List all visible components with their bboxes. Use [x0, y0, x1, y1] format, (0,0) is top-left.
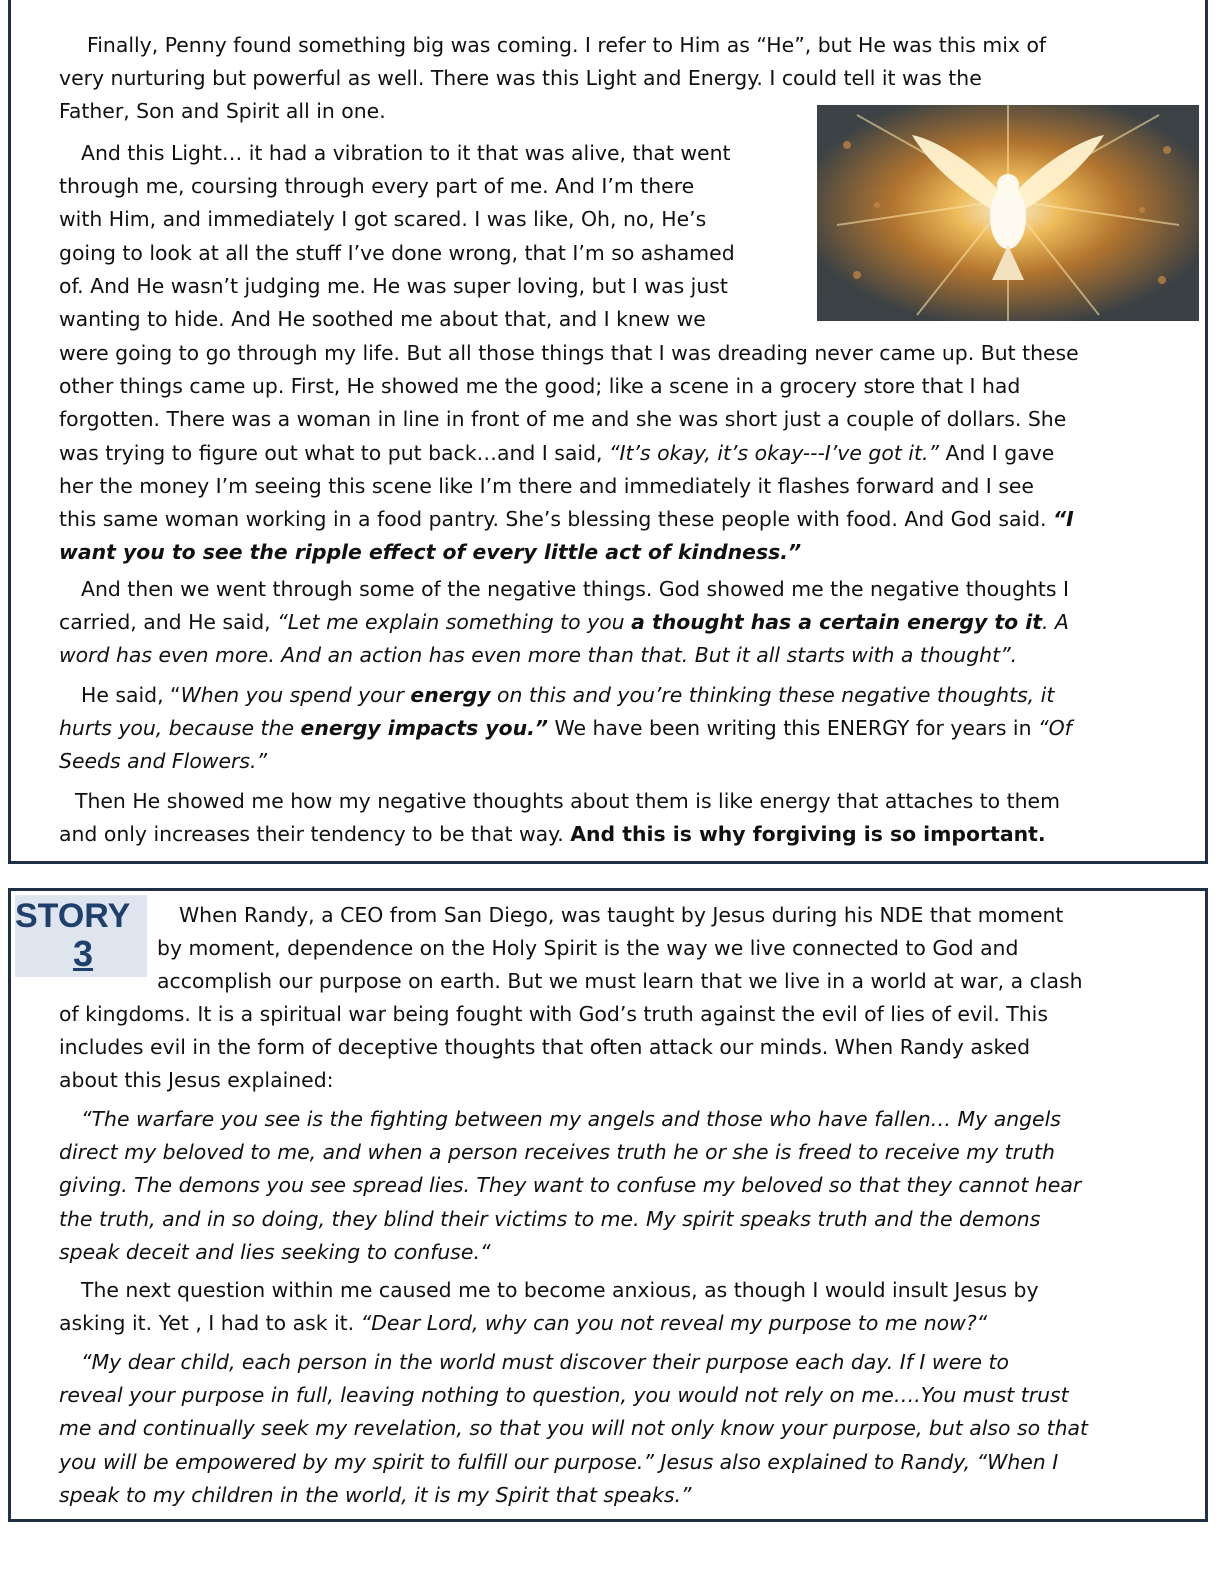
story-badge [15, 895, 147, 977]
quote-warfare: “The warfare you see is the fighting between my angels and those who have fallen… My angels direct my beloved to me, and when a person receives truth he or she is freed to receive my truth giving. The demons you see spread lies. They want to confuse my beloved so that they cannot hear the truth, and in so doing, they blind their victims to me. My spirit speaks truth and the demons speak deceit and lies seeking to confuse.“ [59, 1107, 1082, 1264]
quote-my-dear-child: “My dear child, each person in the world must discover their purpose each day. If I were to reveal your purpose in full, leaving nothing to question, you would not rely on me….You must trust me and continually seek my revelation, so that you will not only know your purpose, but also so that you will be empowered by my spirit to fulfill our purpose.” Jesus also explained to Randy, “When I speak to my children in the world, it is my Spirit that speaks.” [59, 1350, 1088, 1507]
story-2-panel [8, 0, 1208, 864]
paragraph-penny-intro: Finally, Penny found something big was coming. I refer to Him as “He”, but He was this mix of very nurturing but powerful as well. There was this Light and Energy. I could tell it was the Father, Son and Spirit all in one. [59, 33, 1047, 124]
quote-ripple-effect: “I want you to see the ripple effect of every little act of kindness.” [59, 507, 1074, 565]
thought-energy-emphasis: a thought has a certain energy to it [631, 610, 1042, 635]
paragraph-light-vibration: And this Light… it had a vibration to it that was alive, that went through me, coursing through every part of me. And I’m there with Him, and immediately I got scared. I was like, Oh, no, He’s going to look at all the stuff I’ve done wrong, that I’m so ashamed of. And He wasn’t judging me. He was super loving, but I was just wanting to hide. And He soothed me about that, and I knew we [59, 141, 735, 332]
paragraph-life-review: were going to go through my life. But all those things that I was dreading never came up. But these other things came up. First, He showed me the good; like a scene in a grocery store that I had forgotten. There was a woman in line in front of me and she was short just a couple of dollars. She was trying to figure out what to put back…and I said, “It’s okay, it’s okay---I’ve got it.” And I gave her the money I’m seeing this scene like I’m there and immediately it flashes forward and I see this same woman working in a food pantry. She’s blessing these people with food. And God said. “I want you to see the ripple effect of every little act of kindness.” [59, 341, 1079, 565]
dove-illustration [817, 105, 1199, 321]
forgiving-emphasis: And this is why forgiving is so important. [570, 822, 1046, 847]
story-label: STORY [15, 897, 131, 935]
story-number: 3 [72, 933, 94, 974]
story-3-panel [8, 888, 1208, 1522]
paragraph-next-question: The next question within me caused me to become anxious, as though I would insult Jesus by asking it. Yet , I had to ask it. “Dear Lord, why can you not reveal my purpose to me now?“ [59, 1278, 1039, 1336]
paragraph-randy-intro-top: When Randy, a CEO from San Diego, was taught by Jesus during his NDE that moment by moment, dependence on the Holy Spirit is the way we live connected to God and accomplish our purpose on earth. But we must learn that we live in a world at war, a clash [157, 903, 1083, 994]
paragraph-forgiving: Then He showed me how my negative thoughts about them is like energy that attaches to them and only increases their tendency to be that way. And this is why forgiving is so important. [59, 789, 1060, 847]
paragraph-randy-intro-rest: of kingdoms. It is a spiritual war being fought with God’s truth against the evil of lies of evil. This includes evil in the form of deceptive thoughts that often attack our minds. When Randy asked about this Jesus explained: [59, 1002, 1048, 1093]
paragraph-negative-thoughts: And then we went through some of the negative things. God showed me the negative thoughts I carried, and He said, “Let me explain something to you a thought has a certain energy to it. A word has even more. And an action has even more than that. But it all starts with a thought”. [59, 577, 1070, 668]
paragraph-energy-impacts: He said, “When you spend your energy on this and you’re thinking these negative thoughts, it hurts you, because the energy impacts you.” We have been writing this ENERGY for years in “Of Seeds and Flowers.” [59, 683, 1072, 774]
quote-grocery: “It’s okay, it’s okay---I’ve got it.” [608, 440, 939, 465]
